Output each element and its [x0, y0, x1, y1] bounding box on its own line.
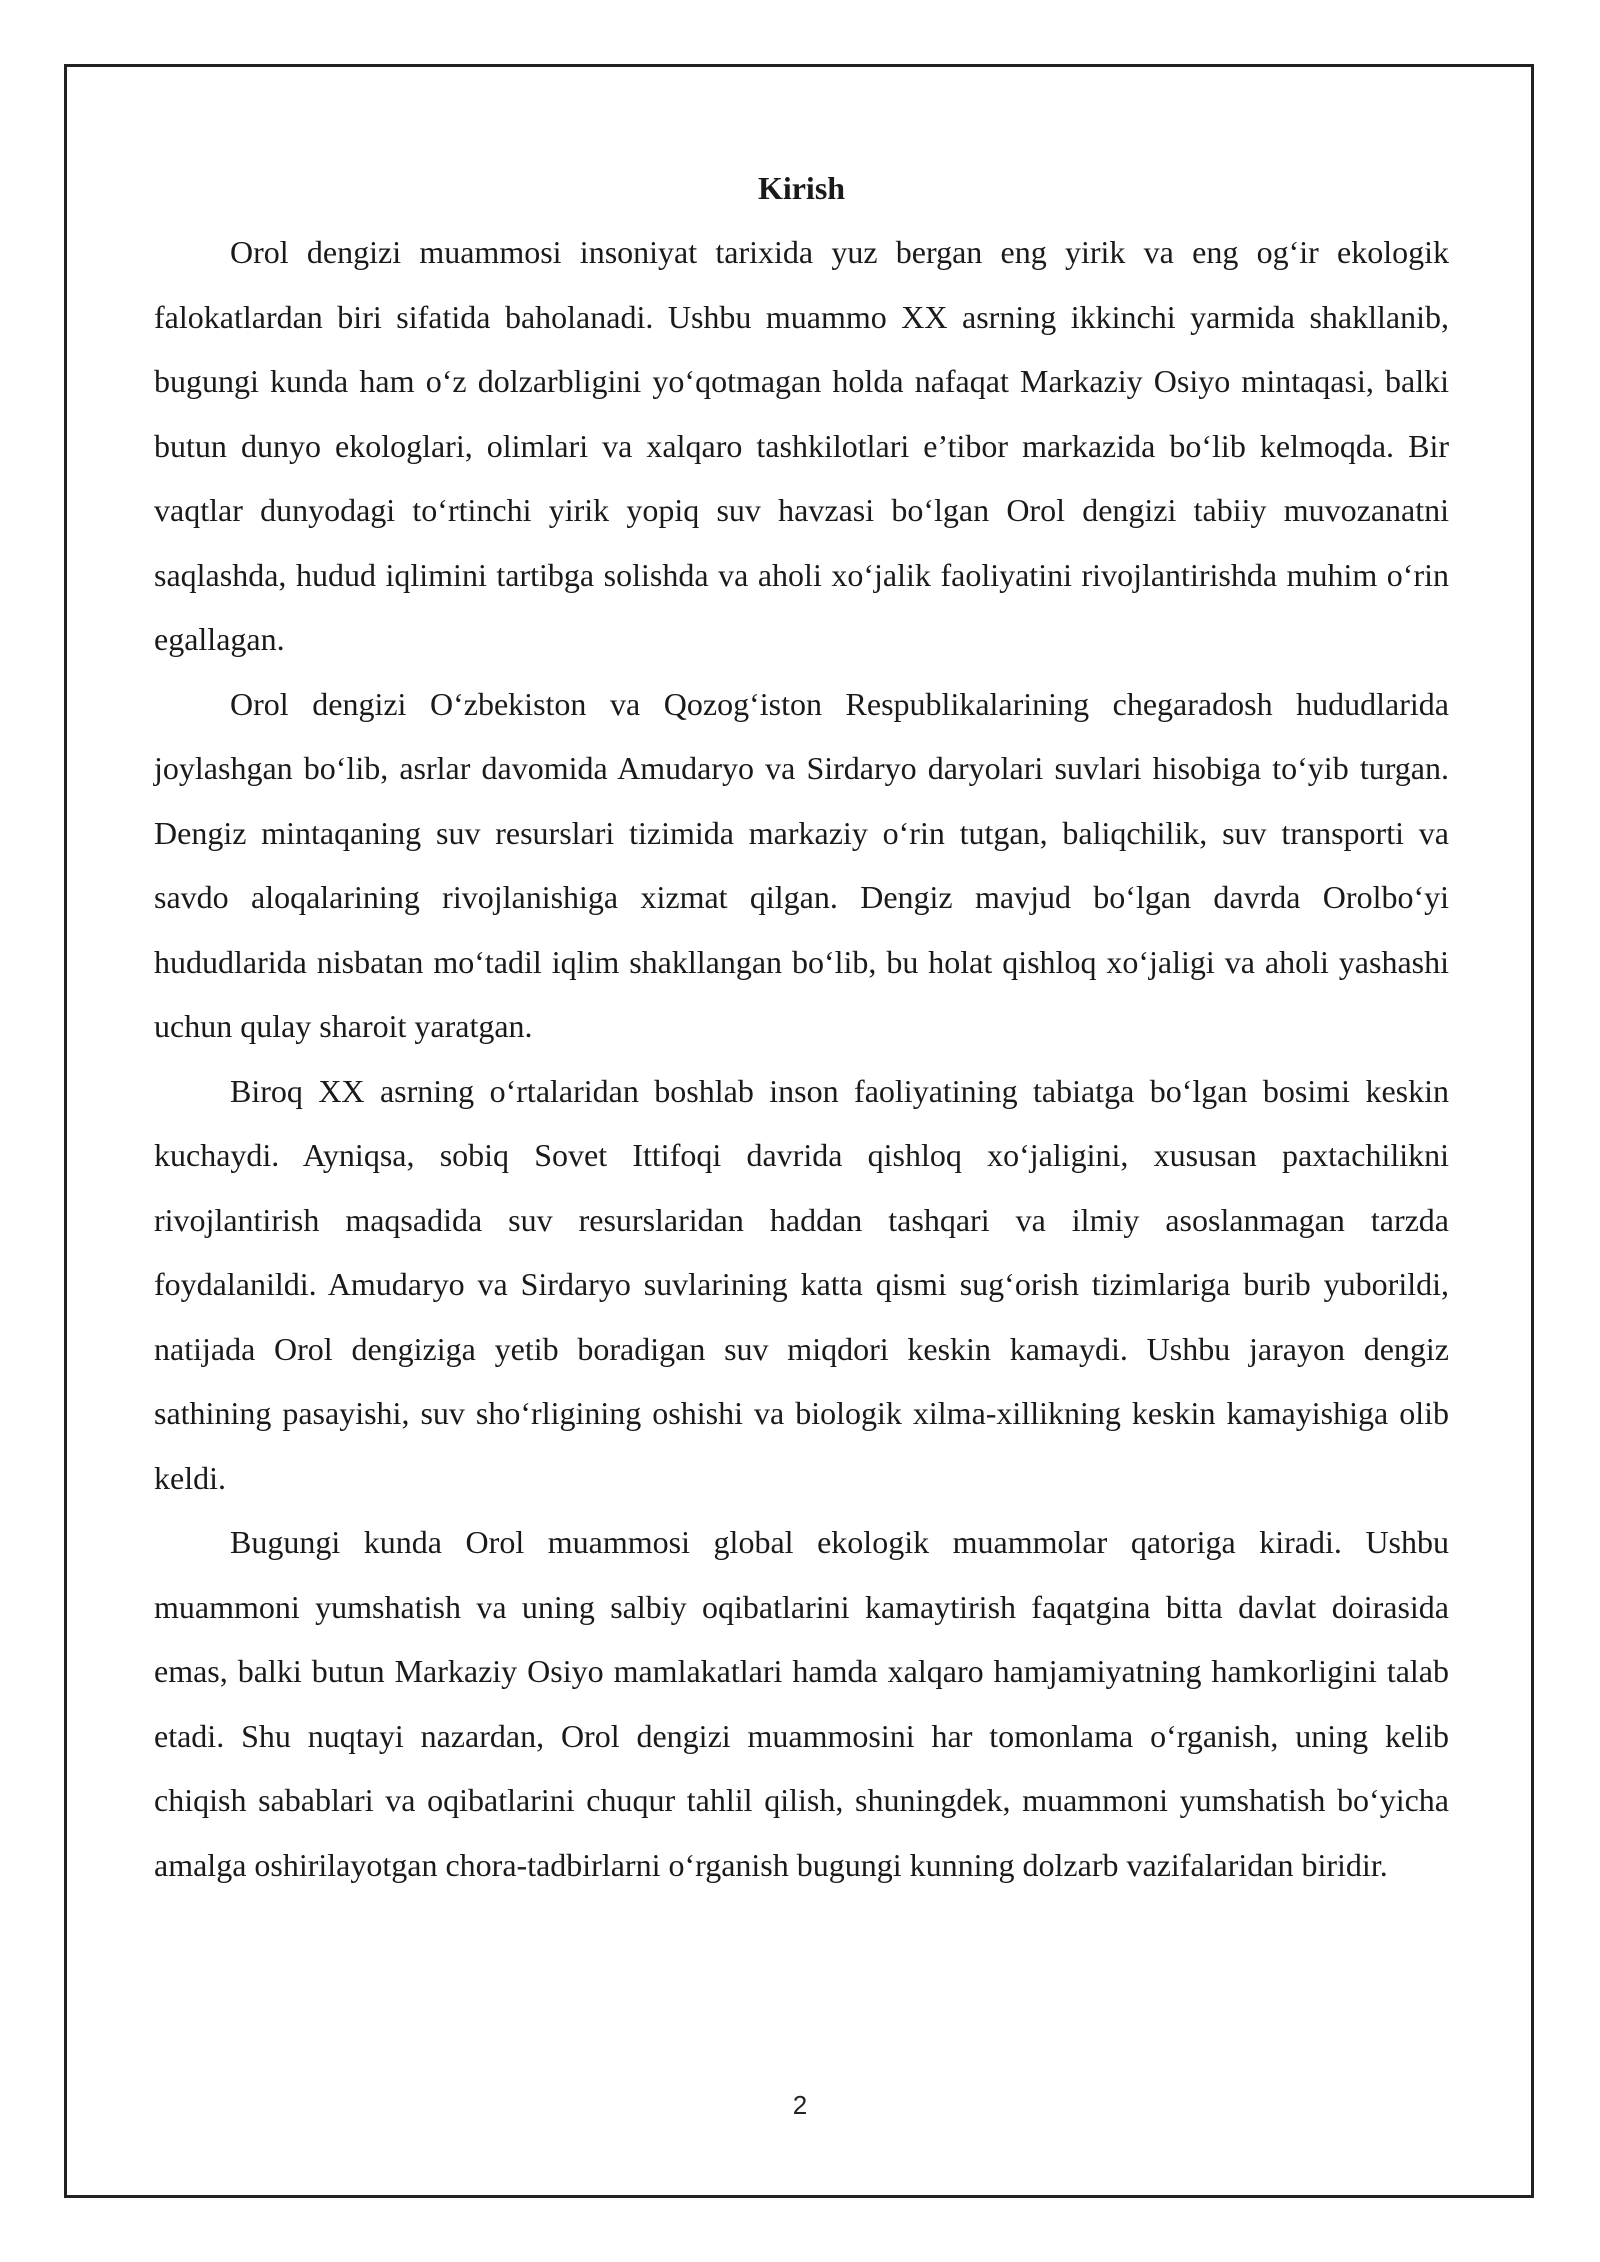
paragraph-1: Orol dengizi muammosi insoniyat tarixida yuz bergan eng yirik va eng og‘ir ekologik falokatlardan biri sifatida baholanadi. Ushbu muammo XX asrning ikkinchi yarmida shakllanib, bugungi kunda ham o‘z dolzarbligini yo‘qotmagan holda nafaqat Markaziy Osiyo mintaqasi, balki butun dunyo ekologlari, olimlari va xalqaro tashkilotlari e’tibor markazida bo‘lib kelmoqda. Bir vaqtlar dunyodagi to‘rtinchi yirik yopiq suv havzasi bo‘lgan Orol dengizi tabiiy muvozanatni saqlashda, hudud iqlimini tartibga solishda va aholi xo‘jalik faoliyatini rivojlantirishda muhim o‘rin egallagan.: [154, 234, 1449, 657]
paragraph-4: Bugungi kunda Orol muammosi global ekologik muammolar qatoriga kiradi. Ushbu muammoni yumshatish va uning salbiy oqibatlarini kamaytirish faqatgina bitta davlat doirasida emas, balki butun Markaziy Osiyo mamlakatlari hamda xalqaro hamjamiyatning hamkorligini talab etadi. Shu nuqtayi nazardan, Orol dengizi muammosini har tomonlama o‘rganish, uning kelib chiqish sabablari va oqibatlarini chuqur tahlil qilish, shuningdek, muammoni yumshatish bo‘yicha amalga oshirilayotgan chora-tadbirlarni o‘rganish bugungi kunning dolzarb vazifalaridan biridir.: [154, 1524, 1449, 1883]
page-content: [154, 168, 1449, 1897]
paragraph-3: Biroq XX asrning o‘rtalaridan boshlab inson faoliyatining tabiatga bo‘lgan bosimi keskin kuchaydi. Ayniqsa, sobiq Sovet Ittifoqi davrida qishloq xo‘jaligini, xususan paxtachilikni rivojlantirish maqsadida suv resurslaridan haddan tashqari va ilmiy asoslanmagan tarzda foydalanildi. Amudaryo va Sirdaryo suvlarining katta qismi sug‘orish tizimlariga burib yuborildi, natijada Orol dengiziga yetib boradigan suv miqdori keskin kamaydi. Ushbu jarayon dengiz sathining pasayishi, suv sho‘rligining oshishi va biologik xilma-xillikning keskin kamayishiga olib keldi.: [154, 1072, 1449, 1496]
paragraph-2: Orol dengizi O‘zbekiston va Qozog‘iston Respublikalarining chegaradosh hududlarida joylashgan bo‘lib, asrlar davomida Amudaryo va Sirdaryo daryolari suvlari hisobiga to‘yib turgan. Dengiz mintaqaning suv resurslari tizimida markaziy o‘rin tutgan, baliqchilik, suv transporti va savdo aloqalarining rivojlanishiga xizmat qilgan. Dengiz mavjud bo‘lgan davrda Orolbo‘yi hududlarida nisbatan mo‘tadil iqlim shakllangan bo‘lib, bu holat qishloq xo‘jaligi va aholi yashashi uchun qulay sharoit yaratgan.: [154, 685, 1449, 1044]
section-title: Kirish: [757, 170, 846, 206]
page-number: 2: [792, 2090, 808, 2120]
